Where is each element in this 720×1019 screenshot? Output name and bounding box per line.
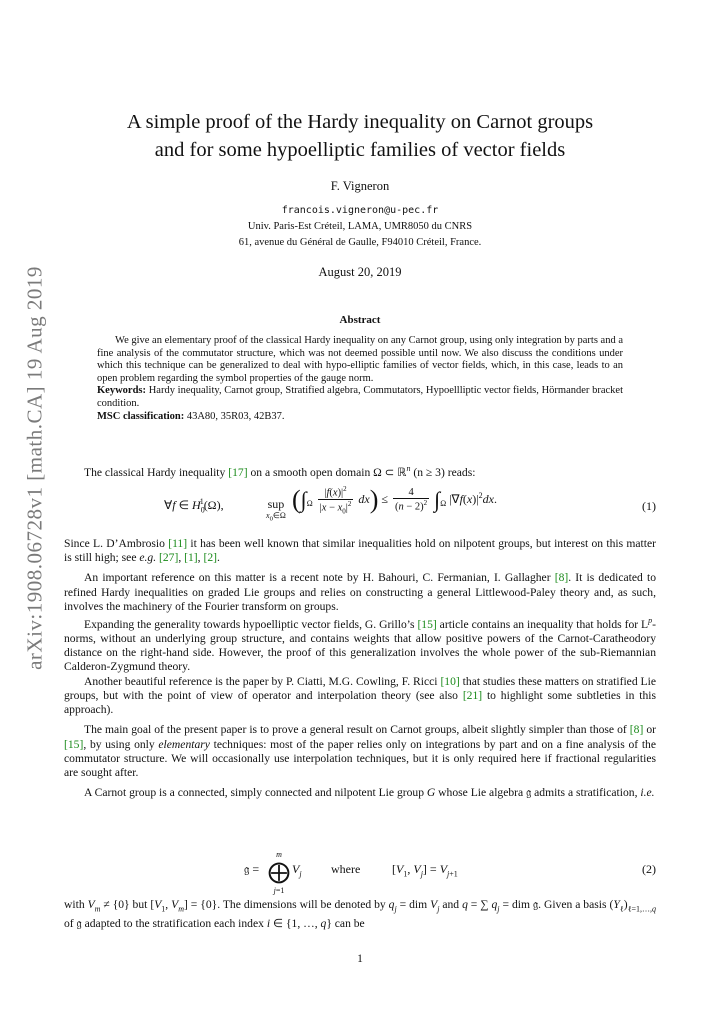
paragraph-1: Since L. D’Ambrosio [11] it has been well known that similar inequalities hold on nilpotent groups, but interest on this matter is still high; see e.g. [27], [1], [2]. [64,537,657,565]
affiliation-line1: Univ. Paris-Est Créteil, LAMA, UMR8050 du CNRS [247,221,473,232]
affiliation-line2: 61, avenue du Général de Gaulle, F94010 Créteil, France. [238,237,482,248]
citation-link[interactable]: [8] [554,571,569,585]
citation-link[interactable]: [15] [64,737,84,751]
keywords: Keywords: Hardy inequality, Carnot group, Stratified algebra, Commutators, Hypoellliptic vector fields, Hörmander bracket condition. [97,385,623,409]
equation-1: ∀f ∈ $H_0^1(\Omega)$, sup $x_0\in\Omega$ ($\int_\Omega$ $\frac{|f(x)|^2}{|x - x_0|^2}$ dx) ≤ $\frac{4}{(n - 2)^2}$ $\int_\Omega$ $|\nabla f(x)|^2dx$. (1) [164,485,656,523]
arxiv-identifier: arXiv:1908.06728v1 [math.CA] 19 Aug 2019 [22,266,47,670]
paper-title-line1: A simple proof of the Hardy inequality on Carnot groups [126,111,594,133]
main-text [64,537,656,800]
citation-link[interactable]: [21] [462,688,483,702]
abstract-text: We give an elementary proof of the classical Hardy inequality on any Carnot group, using only integration by parts and a fine analysis of the commutator structure, which was not deemed possible until now. We also discuss the conditions under which this technique can be generalized to deal with hypo-elliptic families of vector fields, which, in this case, leads to an open problem regarding the symbol properties of the gauge norm. [97,335,623,384]
paragraph-5: The main goal of the present paper is to prove a general result on Carnot groups, albeit slightly simpler than those of [8] or [15], by using only elementary techniques: most of the paper relies only on integrations by part and on a fine analysis of the commutator structure. We will occasionally use interpolation techniques, but it is only required here if fractional regularities are sought after. [64,723,656,779]
paragraph-7: with $V_m \ne \{0\}$ but [$V_1$, $V_m] = \{0\}$. The dimensions will be denoted by $q_j$ = dim $V_j$ and q = ∑ $q_j$ = dim 𝔤. Given a basis $(Y_\ell)_{\ell=1,\dots,q}$ of 𝔤 adapted to the stratification each index i ∈ {1, …, q} can be [64,898,657,930]
equation-2-where: where [331,862,361,876]
equation-1-number: (1) [642,499,656,513]
equation-2: 𝔤 = m ⨁ j=1 $V_j$ where [$V_1$, $V_j] = V_{j+1}$ (2) [244,850,656,895]
author-email[interactable]: francois.vigneron@u-pec.fr [281,205,439,216]
intro-paragraph: The classical Hardy inequality [17] on a smooth open domain Ω ⊂ ℝ$^n$ (n ≥ 3) reads: [84,464,476,479]
author: F. Vigneron [330,179,390,193]
paragraph-4: Another beautiful reference is the paper by P. Ciatti, M.G. Cowling, F. Ricci [10] that studies these matters on stratified Lie groups, but with the point of view of operator and interpolation theory (see also [21] to highlight some subtleties in this approach). [64,674,656,717]
citation-link[interactable]: [10] [440,674,460,688]
citation-link[interactable]: [27] [159,551,179,565]
abstract [97,335,623,423]
citation-link[interactable]: [1] [184,551,198,565]
equation-2-number: (2) [642,862,656,876]
citation-link[interactable]: [17] [228,465,248,479]
citation-link[interactable]: [11] [168,537,188,550]
paragraph-2: An important reference on this matter is a recent note by H. Bahouri, C. Fermanian, I. Gallagher [8]. It is dedicated to refined Hardy inequalities on graded Lie groups and relies on constructing a general Littlewood-Paley theory and, as such, involves the machinery of the Fourier transform on groups. [64,571,656,613]
page-number: 1 [357,953,363,965]
paragraph-3: Expanding the generality towards hypoelliptic vector fields, G. Grillo’s [15] article contains an inequality that holds for $L^p$-norms, without an underlying group structure, and contains weights that allow positive powers of the Carnot-Caratheodory distance on the right-hand side. However, the proof of this generalization involves the whole power of the sub-Riemannian Calderon-Zygmund theory. [64,616,657,674]
abstract-heading: Abstract [339,314,381,326]
citation-link[interactable]: [2] [203,551,217,565]
date: August 20, 2019 [318,265,402,279]
paper-title-line2: and for some hypoelliptic families of vector fields [154,139,566,161]
citation-link[interactable]: [15] [417,617,437,631]
citation-link[interactable]: [8] [629,723,644,737]
msc-classification: MSC classification: 43A80, 35R03, 42B37. [97,410,285,422]
paragraph-6: A Carnot group is a connected, simply connected and nilpotent Lie group G whose Lie algebra 𝔤 admits a stratification, i.e. [84,786,655,800]
